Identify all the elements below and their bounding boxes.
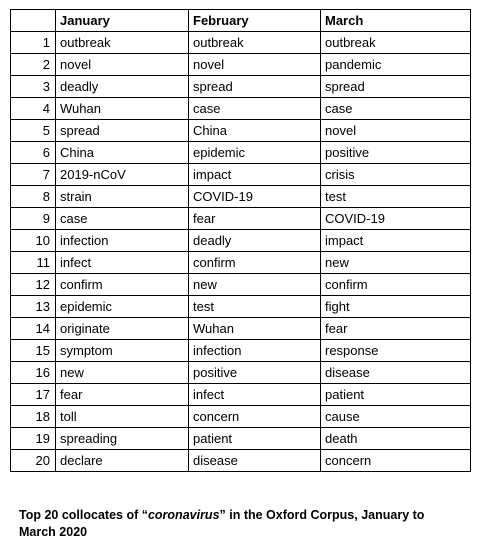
rank-cell: 16	[11, 362, 56, 384]
table-row	[11, 406, 471, 428]
february-cell: concern	[189, 406, 321, 428]
february-cell: spread	[189, 76, 321, 98]
february-cell: outbreak	[189, 32, 321, 54]
table-row	[11, 142, 471, 164]
rank-cell: 2	[11, 54, 56, 76]
march-cell: crisis	[321, 164, 471, 186]
rank-cell: 12	[11, 274, 56, 296]
rank-cell: 17	[11, 384, 56, 406]
march-cell: novel	[321, 120, 471, 142]
header-january: January	[56, 10, 189, 32]
february-cell: Wuhan	[189, 318, 321, 340]
caption-prefix: Top 20 collocates of “	[19, 508, 148, 522]
rank-cell: 15	[11, 340, 56, 362]
january-cell: China	[56, 142, 189, 164]
table-row	[11, 186, 471, 208]
rank-cell: 10	[11, 230, 56, 252]
rank-cell: 18	[11, 406, 56, 428]
january-cell: novel	[56, 54, 189, 76]
rank-cell: 7	[11, 164, 56, 186]
table-row	[11, 384, 471, 406]
table-row	[11, 340, 471, 362]
january-cell: new	[56, 362, 189, 384]
table-row	[11, 32, 471, 54]
february-cell: infection	[189, 340, 321, 362]
march-cell: impact	[321, 230, 471, 252]
table-row	[11, 450, 471, 472]
march-cell: outbreak	[321, 32, 471, 54]
march-cell: disease	[321, 362, 471, 384]
february-cell: fear	[189, 208, 321, 230]
january-cell: spreading	[56, 428, 189, 450]
march-cell: fight	[321, 296, 471, 318]
table-row	[11, 76, 471, 98]
rank-cell: 3	[11, 76, 56, 98]
march-cell: case	[321, 98, 471, 120]
march-cell: patient	[321, 384, 471, 406]
february-cell: impact	[189, 164, 321, 186]
table-row	[11, 296, 471, 318]
rank-cell: 13	[11, 296, 56, 318]
rank-cell: 9	[11, 208, 56, 230]
table-row	[11, 428, 471, 450]
march-cell: fear	[321, 318, 471, 340]
january-cell: toll	[56, 406, 189, 428]
rank-cell: 19	[11, 428, 56, 450]
january-cell: infection	[56, 230, 189, 252]
january-cell: fear	[56, 384, 189, 406]
january-cell: Wuhan	[56, 98, 189, 120]
february-cell: new	[189, 274, 321, 296]
january-cell: infect	[56, 252, 189, 274]
february-cell: epidemic	[189, 142, 321, 164]
february-cell: confirm	[189, 252, 321, 274]
february-cell: China	[189, 120, 321, 142]
rank-cell: 6	[11, 142, 56, 164]
march-cell: positive	[321, 142, 471, 164]
march-cell: new	[321, 252, 471, 274]
table-row	[11, 54, 471, 76]
january-cell: declare	[56, 450, 189, 472]
table-caption	[19, 507, 459, 541]
header-rank	[11, 10, 56, 32]
march-cell: cause	[321, 406, 471, 428]
table-row	[11, 98, 471, 120]
february-cell: patient	[189, 428, 321, 450]
february-cell: case	[189, 98, 321, 120]
rank-cell: 4	[11, 98, 56, 120]
collocates-table	[10, 9, 471, 472]
january-cell: 2019-nCoV	[56, 164, 189, 186]
table-row	[11, 164, 471, 186]
february-cell: deadly	[189, 230, 321, 252]
caption-suffix: ” in the Oxford Corpus, January to March 2020	[19, 508, 425, 539]
march-cell: spread	[321, 76, 471, 98]
header-february: February	[189, 10, 321, 32]
table-row	[11, 230, 471, 252]
table-header-row	[11, 10, 471, 32]
january-cell: case	[56, 208, 189, 230]
january-cell: epidemic	[56, 296, 189, 318]
table-row	[11, 362, 471, 384]
february-cell: test	[189, 296, 321, 318]
january-cell: strain	[56, 186, 189, 208]
january-cell: outbreak	[56, 32, 189, 54]
rank-cell: 5	[11, 120, 56, 142]
march-cell: pandemic	[321, 54, 471, 76]
table-row	[11, 120, 471, 142]
january-cell: originate	[56, 318, 189, 340]
table-body	[11, 32, 471, 472]
table-row	[11, 318, 471, 340]
table-row	[11, 274, 471, 296]
march-cell: response	[321, 340, 471, 362]
january-cell: symptom	[56, 340, 189, 362]
rank-cell: 20	[11, 450, 56, 472]
caption-term: coronavirus	[147, 508, 220, 522]
march-cell: concern	[321, 450, 471, 472]
february-cell: disease	[189, 450, 321, 472]
rank-cell: 14	[11, 318, 56, 340]
february-cell: novel	[189, 54, 321, 76]
february-cell: positive	[189, 362, 321, 384]
rank-cell: 11	[11, 252, 56, 274]
march-cell: test	[321, 186, 471, 208]
table-row	[11, 252, 471, 274]
table-row	[11, 208, 471, 230]
january-cell: confirm	[56, 274, 189, 296]
february-cell: COVID-19	[189, 186, 321, 208]
january-cell: spread	[56, 120, 189, 142]
march-cell: COVID-19	[321, 208, 471, 230]
rank-cell: 8	[11, 186, 56, 208]
january-cell: deadly	[56, 76, 189, 98]
rank-cell: 1	[11, 32, 56, 54]
header-march: March	[321, 10, 471, 32]
march-cell: death	[321, 428, 471, 450]
february-cell: infect	[189, 384, 321, 406]
march-cell: confirm	[321, 274, 471, 296]
